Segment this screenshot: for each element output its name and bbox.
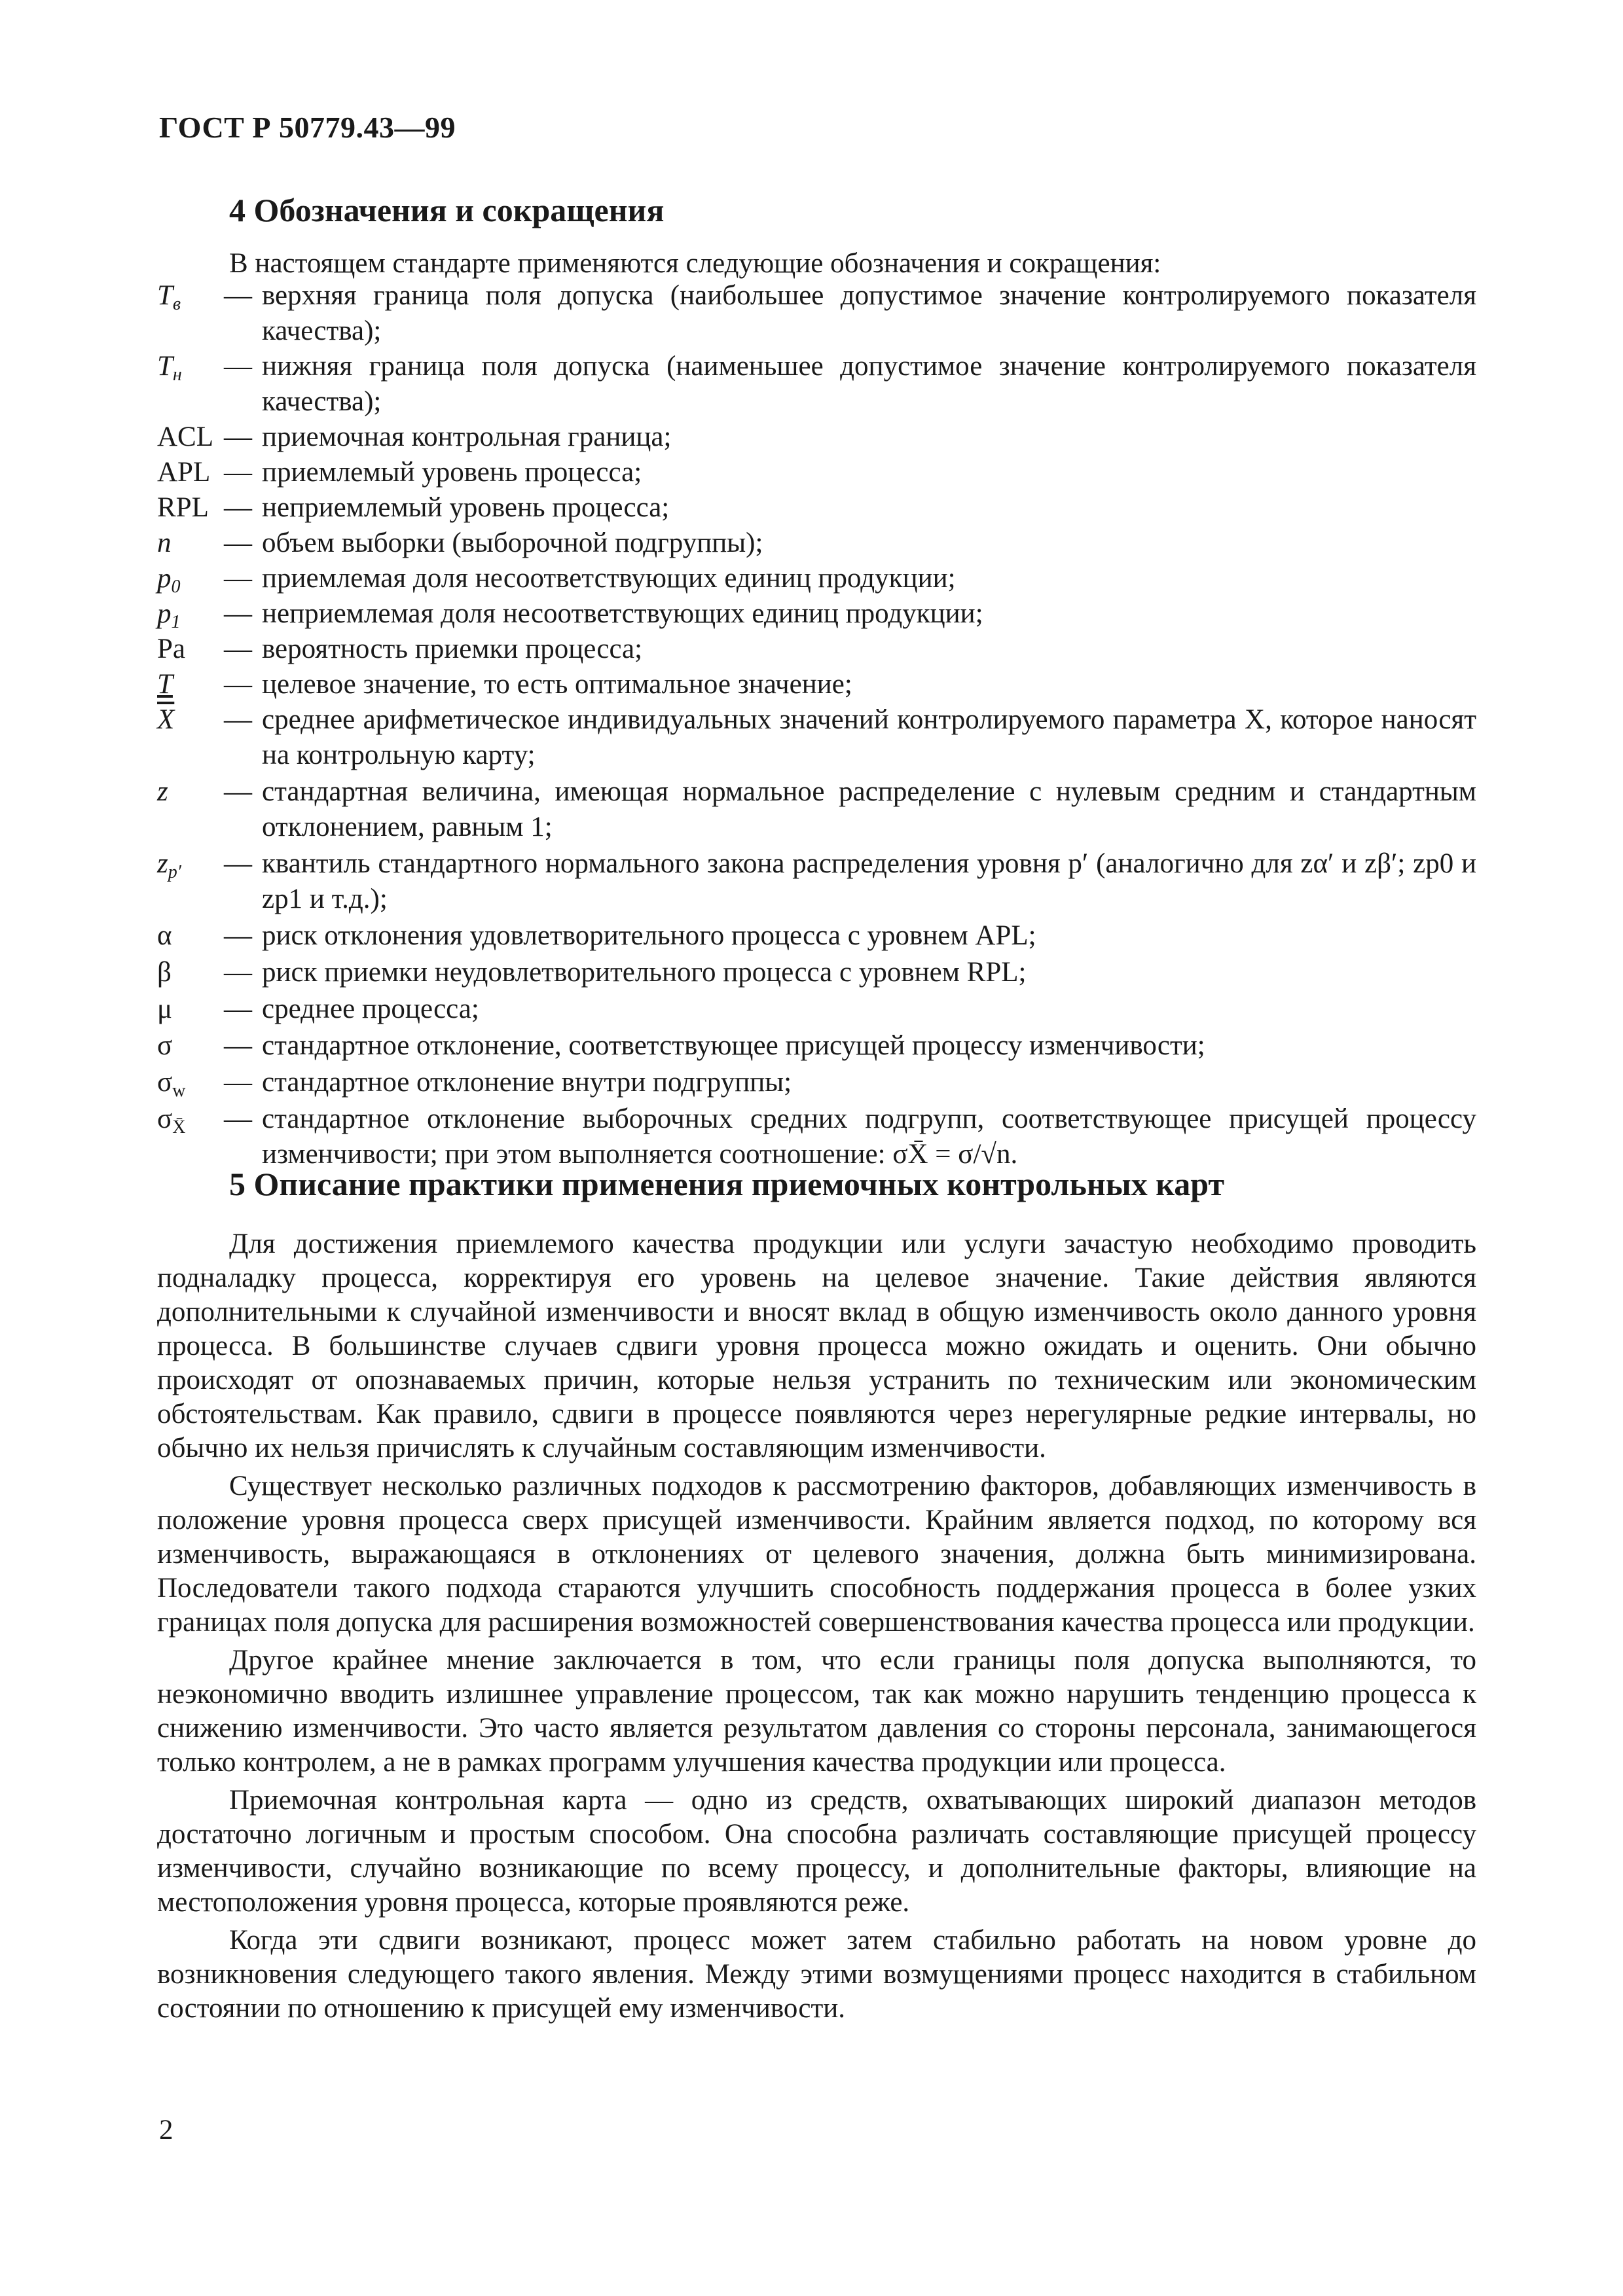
definition-symbol: n: [157, 528, 172, 558]
definition-text: объем выборки (выборочной подгруппы);: [262, 528, 763, 558]
definition-symbol: μ: [157, 994, 173, 1024]
definition-item: APL — приемлемый уровень процесса;: [157, 455, 1476, 490]
definition-symbol: APL: [157, 457, 211, 488]
definition-item: $p_1$ — неприемлемая доля несоответствующих единиц продукции;: [157, 596, 1476, 632]
definition-symbol: $\overline{X}$: [157, 704, 175, 735]
definition-item: $T_н$ — нижняя граница поля допуска (наименьшее допустимое значение контролируемого показателя качества);: [157, 349, 1476, 420]
paragraph: Для достижения приемлемого качества продукции или услуги зачастую необходимо проводить подналадку процесса, корректируя его уровень на целевое значение. Такие действия являются дополнительными к случайной изменчивости и вносят вклад в общую изменчивость около данного уровня процесса. В большинстве случаев сдвиги уровня процесса можно ожидать и оценить. Они обычно происходят от опознаваемых причин, которые нельзя устранить по техническим или экономическим обстоятельствам. Как правило, сдвиги в процессе появляются через нерегулярные редкие интервалы, но обычно их нельзя причислять к случайным составляющим изменчивости.: [157, 1229, 1476, 1463]
definition-item: μ — среднее процесса;: [157, 992, 1476, 1027]
definition-symbol: Pa: [157, 634, 185, 664]
paragraph: Приемочная контрольная карта — одно из средств, охватывающих широкий диапазон методов достаточно логичным и простым способом. Она способна различать составляющие присущей процессу изменчивости, случайно возникающие по всему процессу, и дополнительные факторы, влияющие на местоположения уровня процесса, которые проявляются реже.: [157, 1785, 1476, 1918]
definition-symbol: $p_1$: [157, 598, 181, 632]
definition-text: нижняя граница поля допуска (наименьшее допустимое значение контролируемого показателя качества);: [262, 351, 1476, 417]
definition-text: неприемлемый уровень процесса;: [262, 492, 670, 523]
definition-symbol: z: [157, 776, 168, 807]
definition-text: риск отклонения удовлетворительного процесса с уровнем APL;: [262, 920, 1036, 951]
definition-item: z — стандартная величина, имеющая нормальное распределение с нулевым средним и стандартным отклонением, равным 1;: [157, 774, 1476, 845]
definition-symbol: T: [157, 669, 173, 700]
definition-text: приемочная контрольная граница;: [262, 422, 672, 452]
section-4-title: 4 Обозначения и сокращения: [229, 192, 665, 228]
definition-symbol: $\sigma_{X̄}$: [157, 1103, 186, 1138]
definition-text: риск приемки неудовлетворительного процесса с уровнем RPL;: [262, 957, 1027, 988]
definition-symbol: $z_{p'}$: [157, 848, 181, 882]
definition-symbol: $p_0$: [157, 563, 181, 597]
definitions-list: [157, 278, 1476, 1172]
definition-symbol: α: [157, 920, 172, 951]
paragraph: Существует несколько различных подходов к рассмотрению факторов, добавляющих изменчивость в положение уровня процесса сверх присущей изменчивости. Крайним является подход, по которому вся изменчивость, выражающаяся в отклонениях от целевого значения, должна быть минимизирована. Последователи такого подхода стараются улучшить способность поддержания процесса в более узких границах поля допуска для расширения возможностей совершенствования качества процесса или продукции.: [157, 1471, 1476, 1638]
paragraph: Другое крайнее мнение заключается в том, что если границы поля допуска выполняются, то неэкономично вводить излишнее управление процессом, так как можно нарушить тенденцию процесса к снижению изменчивости. Это часто является результатом давления со стороны персонала, занимающегося только контролем, а не в рамках программ улучшения качества продукции или процесса.: [157, 1645, 1476, 1778]
definition-symbol: $T_н$: [157, 351, 182, 385]
definition-item: RPL — неприемлемый уровень процесса;: [157, 490, 1476, 526]
definition-symbol: β: [157, 957, 172, 988]
definition-item: T — целевое значение, то есть оптимальное значение;: [157, 667, 1476, 702]
definition-text: среднее процесса;: [262, 994, 479, 1024]
definition-text: стандартная величина, имеющая нормальное распределение с нулевым средним и стандартным отклонением, равным 1;: [262, 776, 1476, 842]
definition-text: приемлемый уровень процесса;: [262, 457, 642, 488]
section-5-body: [157, 1227, 1476, 2030]
document-header: ГОСТ Р 50779.43—99: [159, 111, 456, 144]
definition-symbol: σ: [157, 1030, 173, 1061]
definition-text: приемлемая доля несоответствующих единиц продукции;: [262, 563, 956, 594]
definition-text: верхняя граница поля допуска (наибольшее допустимое значение контролируемого показателя качества);: [262, 280, 1476, 346]
definition-symbol: $T_в$: [157, 280, 181, 314]
definition-text: среднее арифметическое индивидуальных значений контролируемого параметра X, которое наносят на контрольную карту;: [262, 704, 1476, 770]
definition-text: целевое значение, то есть оптимальное значение;: [262, 669, 852, 700]
definition-item: $\overline{X}$ — среднее арифметическое индивидуальных значений контролируемого параметра X, которое наносят на контрольную карту;: [157, 702, 1476, 773]
definition-item: α — риск отклонения удовлетворительного процесса с уровнем APL;: [157, 918, 1476, 954]
definition-item: β — риск приемки неудовлетворительного процесса с уровнем RPL;: [157, 955, 1476, 990]
definition-symbol: ACL: [157, 422, 213, 452]
section-4-intro: В настоящем стандарте применяются следующие обозначения и сокращения:: [229, 248, 1161, 279]
definition-item: Pa — вероятность приемки процесса;: [157, 632, 1476, 667]
paragraph: Когда эти сдвиги возникают, процесс может затем стабильно работать на новом уровне до возникновения следующего такого явления. Между этими возмущениями процесс находится в стабильном состоянии по отношению к присущей ему изменчивости.: [157, 1925, 1476, 2024]
definition-item: $p_0$ — приемлемая доля несоответствующих единиц продукции;: [157, 561, 1476, 596]
definition-item: n — объем выборки (выборочной подгруппы);: [157, 526, 1476, 561]
definition-text: квантиль стандартного нормального закона распределения уровня p′ (аналогично для zα′ и zβ′; zp0 и zp1 и т.д.);: [262, 848, 1476, 914]
section-5-title: 5 Описание практики применения приемочных контрольных карт: [229, 1166, 1225, 1202]
definition-item: $\sigma_w$ — стандартное отклонение внутри подгруппы;: [157, 1065, 1476, 1100]
definition-text: вероятность приемки процесса;: [262, 634, 643, 664]
definition-symbol: $\sigma_w$: [157, 1067, 186, 1101]
definition-item: ACL — приемочная контрольная граница;: [157, 420, 1476, 455]
definition-text: неприемлемая доля несоответствующих единиц продукции;: [262, 598, 983, 629]
definition-item: σ — стандартное отклонение, соответствующее присущей процессу изменчивости;: [157, 1028, 1476, 1064]
definition-item: $\sigma_{X̄}$ — стандартное отклонение выборочных средних подгрупп, соответствующее присущей процессу изменчивости; при этом выполняется соотношение: σX̄ = σ/√n.: [157, 1102, 1476, 1172]
definition-text: стандартное отклонение внутри подгруппы;: [262, 1067, 792, 1098]
definition-item: $z_{p'}$ — квантиль стандартного нормального закона распределения уровня p′ (аналогично для zα′ и zβ′; zp0 и zp1 и т.д.);: [157, 846, 1476, 917]
definition-text: стандартное отклонение, соответствующее присущей процессу изменчивости;: [262, 1030, 1205, 1061]
definition-item: $T_в$ — верхняя граница поля допуска (наибольшее допустимое значение контролируемого показателя качества);: [157, 278, 1476, 349]
page-number: 2: [159, 2115, 173, 2145]
definition-text: стандартное отклонение выборочных средних подгрупп, соответствующее присущей процессу изменчивости; при этом выполняется соотношение: σX̄ = σ/√n.: [262, 1103, 1476, 1170]
definition-symbol: RPL: [157, 492, 209, 523]
